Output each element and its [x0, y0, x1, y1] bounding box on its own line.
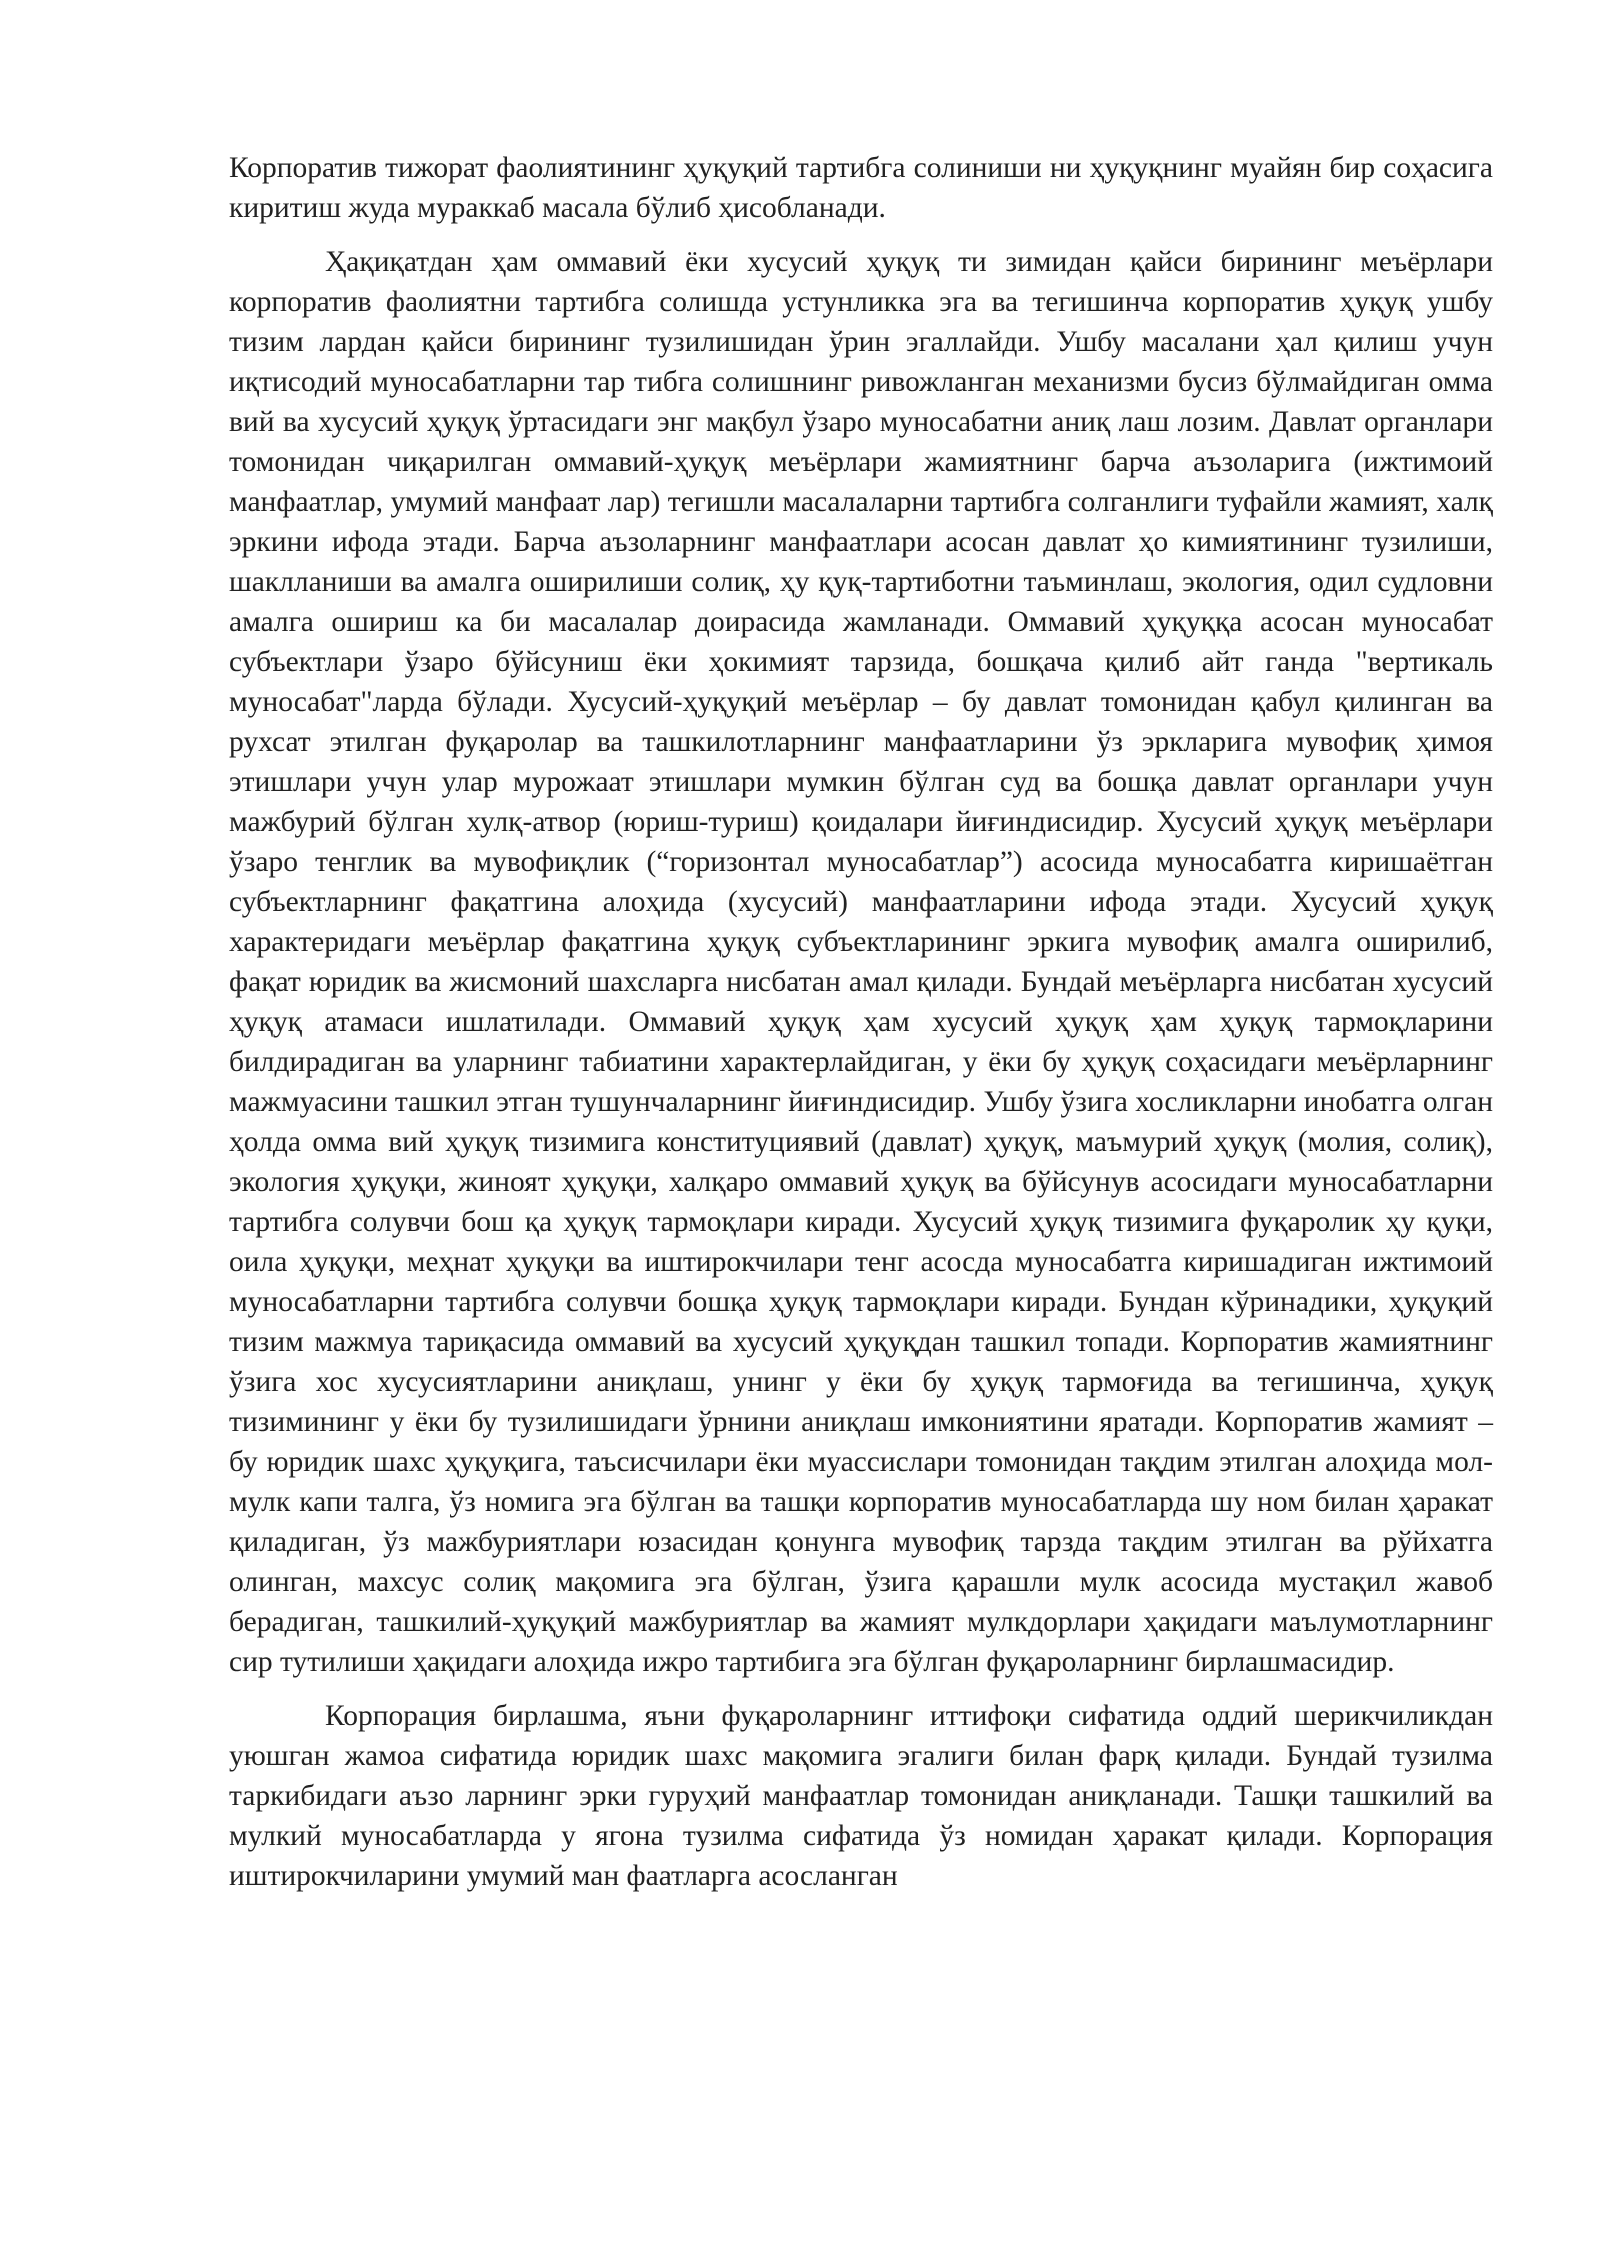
document-body — [229, 148, 1493, 1910]
paragraph-corporation: Корпорация бирлашма, яъни фуқароларнинг иттифоқи сифатида оддий шерикчиликдан уюшган жамоа сифатида юридик шахс мақомига эгалиги билан фарқ қилади. Бундай тузилма таркибидаги аъзо ларнинг эрки гуруҳий манфаатлар томонидан аниқланади. Ташқи ташкилий ва мулкий муносабатларда у ягона тузилма сифатида ўз номидан ҳаракат қилади. Корпорация иштирокчиларини умумий ман фаатларга асосланган — [229, 1700, 1493, 1892]
paragraph-main: Ҳақиқатдан ҳам оммавий ёки хусусий ҳуқуқ ти зимидан қайси бирининг меъёрлари корпоратив фаолиятни тартибга солишда устунликка эга ва тегишинча корпоратив ҳуқуқ ушбу тизим лардан қайси бирининг тузилишидан ўрин эгаллайди. Ушбу масалани ҳал қилиш учун иқтисодий муносабатларни тар тибга солишнинг ривожланган механизми бусиз бўлмайдиган омма вий ва хусусий ҳуқуқ ўртасидаги энг мақбул ўзаро муносабатни аниқ лаш лозим. Давлат органлари томонидан чиқарилган оммавий-ҳуқуқ меъёрлари жамиятнинг барча аъзоларига (ижтимоий манфаатлар, умумий манфаат лар) тегишли масалаларни тартибга солганлиги туфайли жамият, халқ эркини ифода этади. Барча аъзоларнинг манфаатлари асосан давлат ҳо кимиятининг тузилиши, шаклланиши ва амалга оширилиши солиқ, ҳу қуқ-тартиботни таъминлаш, экология, одил судловни амалга ошириш ка би масалалар доирасида жамланади. Оммавий ҳуқуққа асосан муносабат субъектлари ўзаро бўйсуниш ёки ҳокимият тарзида, бошқача қилиб айт ганда "вертикаль муносабат"ларда бўлади. Хусусий-ҳуқуқий меъёрлар – бу давлат томонидан қабул қилинган ва рухсат этилган фуқаролар ва ташкилотларнинг манфаатларини ўз эркларига мувофиқ ҳимоя этишлари учун улар мурожаат этишлари мумкин бўлган суд ва бошқа давлат органлари учун мажбурий бўлган хулқ-атвор (юриш-туриш) қоидалари йиғиндисидир. Хусусий ҳуқуқ меъёрлари ўзаро тенглик ва мувофиқлик (“горизонтал муносабатлар”) асосида муносабатга киришаётган субъектларнинг фақатгина алоҳида (хусусий) манфаатларини ифода этади. Хусусий ҳуқуқ характеридаги меъёрлар фақатгина ҳуқуқ субъектларининг эркига мувофиқ амалга оширилиб, фақат юридик ва жисмоний шахсларга нисбатан амал қилади. Бундай меъёрларга нисбатан хусусий ҳуқуқ атамаси ишлатилади. Оммавий ҳуқуқ ҳам хусусий ҳуқуқ ҳам ҳуқуқ тармоқларини билдирадиган ва уларнинг табиатини характерлайдиган, у ёки бу ҳуқуқ соҳасидаги меъёрларнинг мажмуасини ташкил этган тушунчаларнинг йиғиндисидир. Ушбу ўзига хосликларни инобатга олган ҳолда омма вий ҳуқуқ тизимига конституциявий (давлат) ҳуқуқ, маъмурий ҳуқуқ (молия, солиқ), экология ҳуқуқи, жиноят ҳуқуқи, халқаро оммавий ҳуқуқ ва бўйсунув асосидаги муносабатларни тартибга солувчи бош қа ҳуқуқ тармоқлари киради. Хусусий ҳуқуқ тизимига фуқаролик ҳу қуқи, оила ҳуқуқи, меҳнат ҳуқуқи ва иштирокчилари тенг асосда муносабатга киришадиган ижтимоий муносабатларни тартибга солувчи бошқа ҳуқуқ тармоқлари киради. Бундан кўринадики, ҳуқуқий тизим мажмуа тариқасида оммавий ва хусусий ҳуқуқдан ташкил топади. Корпоратив жамиятнинг ўзига хос хусусиятларини аниқлаш, унинг у ёки бу ҳуқуқ тармоғида ва тегишинча, ҳуқуқ тизимининг у ёки бу тузилишидаги ўрнини аниқлаш имкониятини яратади. Корпоратив жамият – бу юридик шахс ҳуқуқига, таъсисчилари ёки муассислари томонидан тақдим этилган алоҳида мол-мулк капи талга, ўз номига эга бўлган ва ташқи корпоратив муносабатларда шу ном билан ҳаракат қиладиган, ўз мажбуриятлари юзасидан қонунга мувофиқ тарзда тақдим этилган ва рўйхатга олинган, махсус солиқ мақомига эга бўлган, ўзига қарашли мулк асосида мустақил жавоб берадиган, ташкилий-ҳуқуқий мажбуриятлар ва жамият мулкдорлари ҳақидаги маълумотларнинг сир тутилиши ҳақидаги алоҳида ижро тартибига эга бўлган фуқароларнинг бирлашмасидир. — [229, 246, 1493, 1678]
paragraph-intro: Корпоратив тижорат фаолиятининг ҳуқуқий тартибга солиниши ни ҳуқуқнинг муайян бир соҳасига киритиш жуда мураккаб масала бўлиб ҳисобланади. — [229, 152, 1493, 224]
